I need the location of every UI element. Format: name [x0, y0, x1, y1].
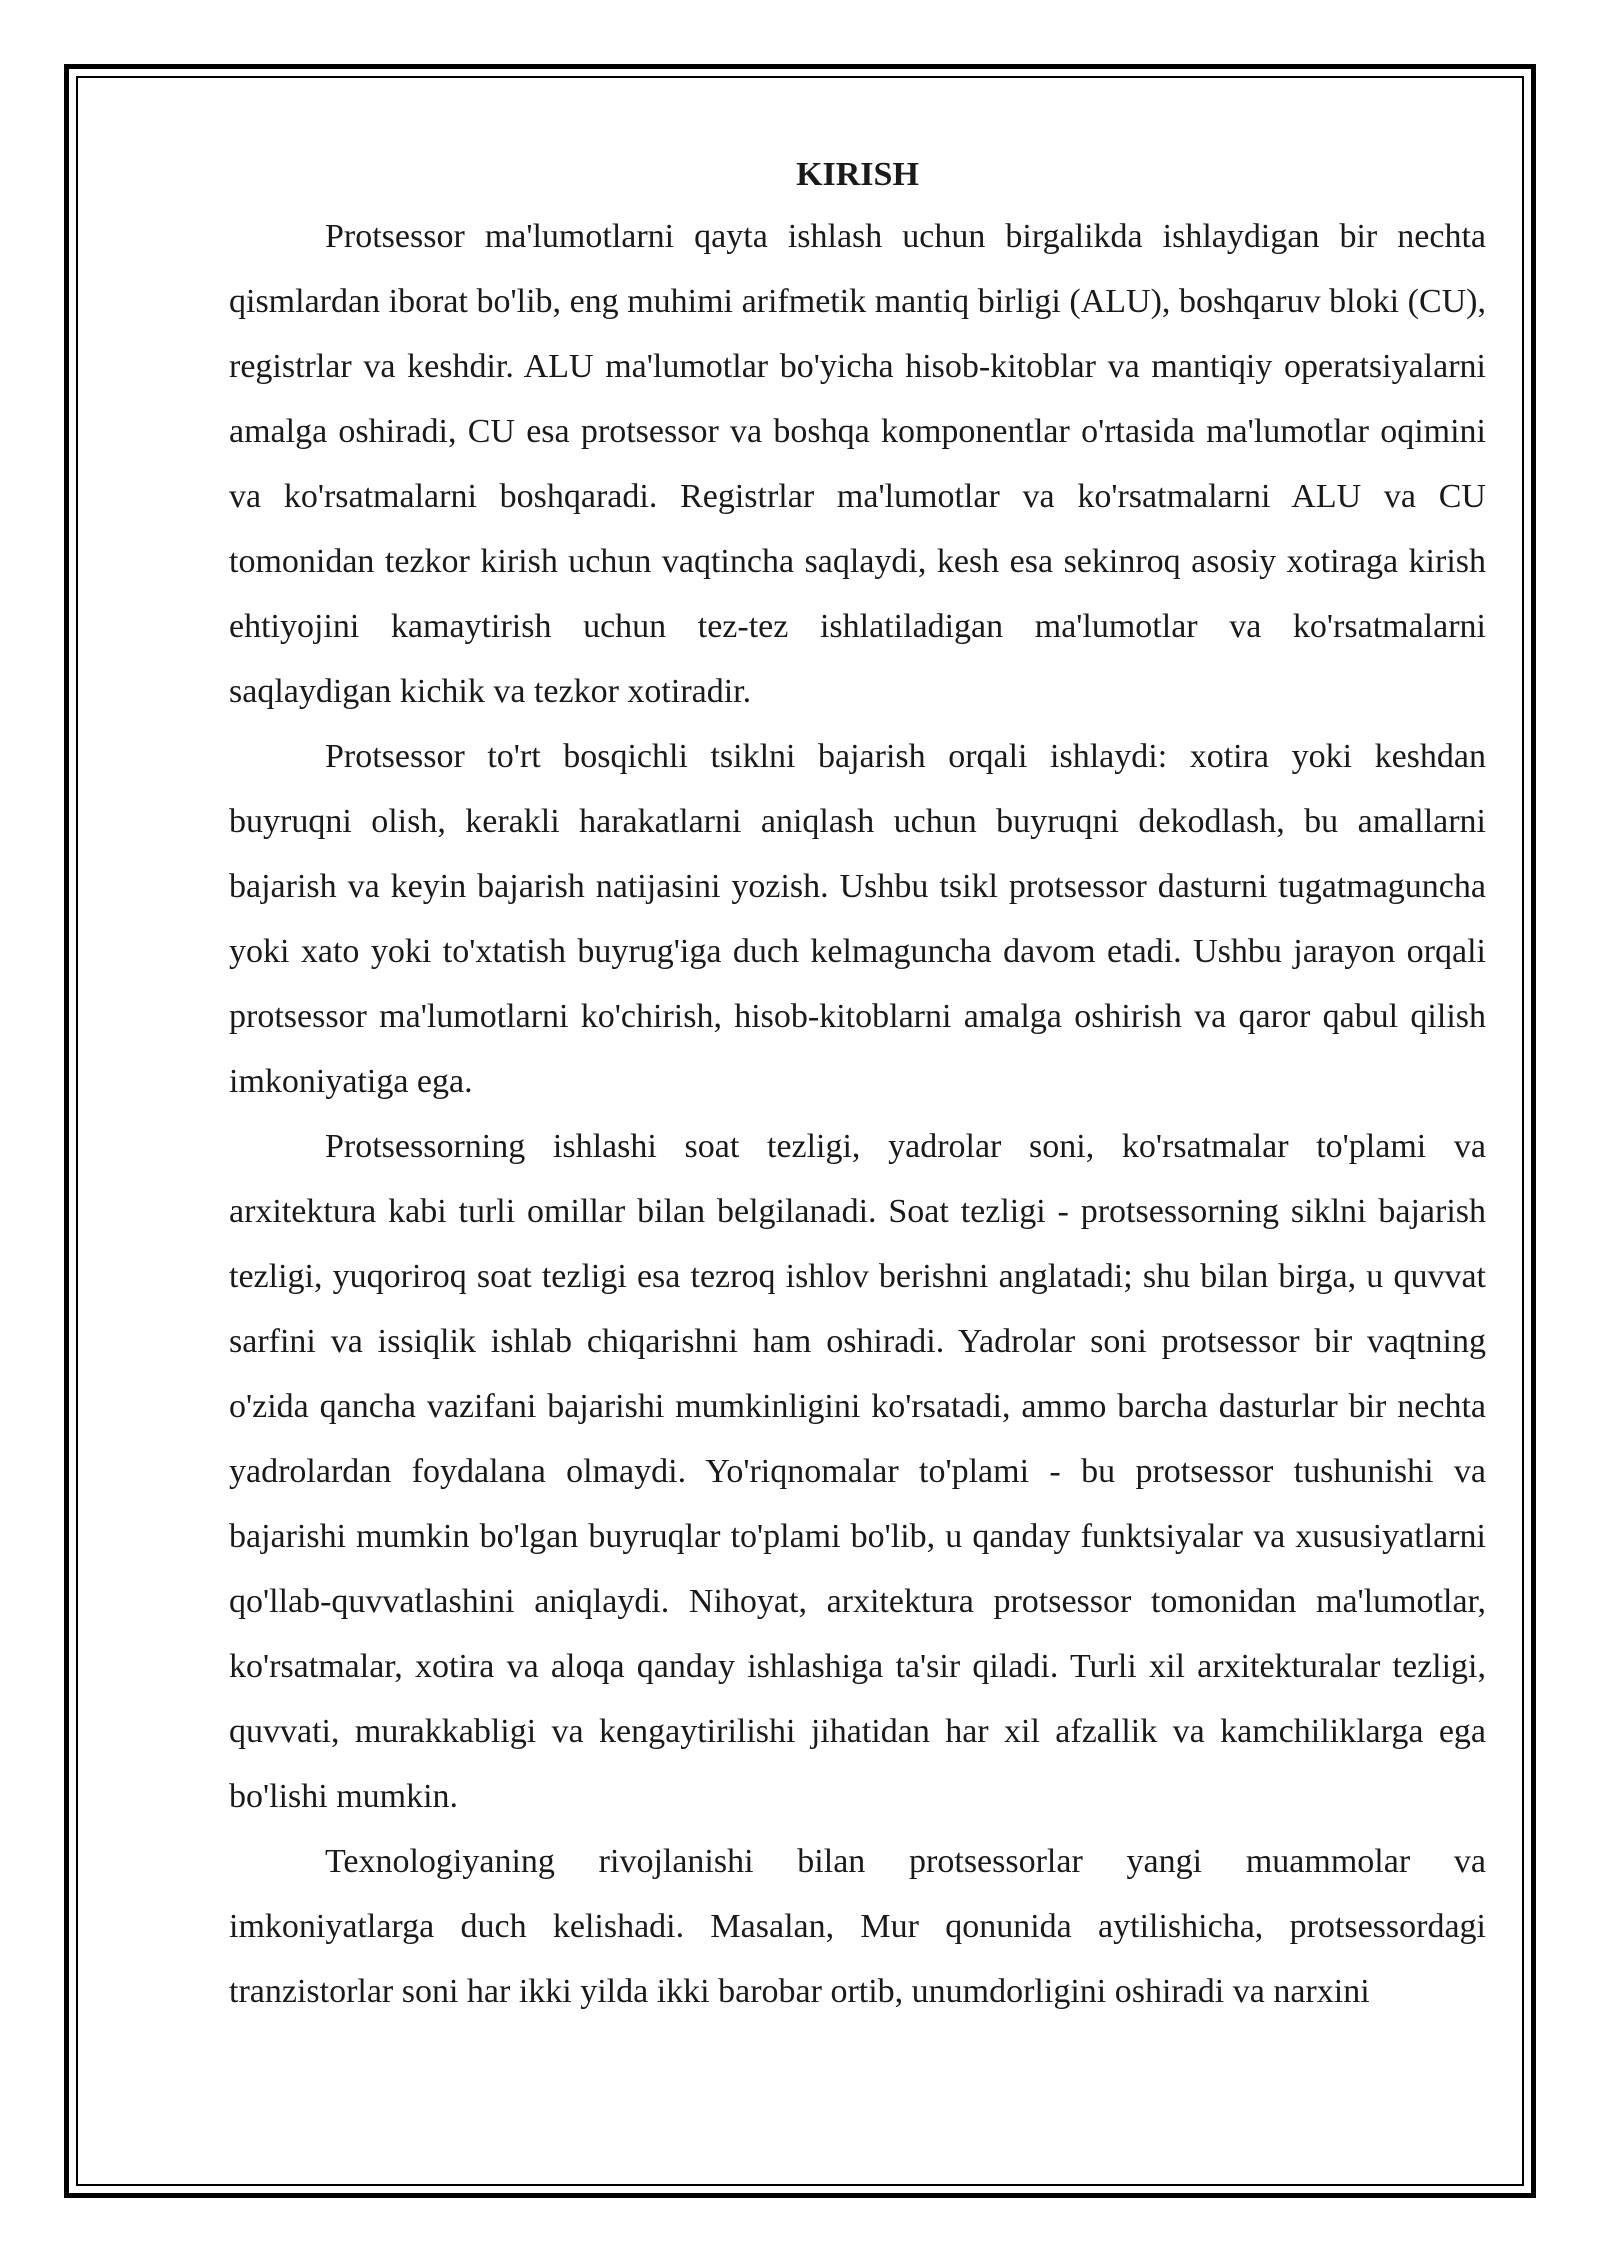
paragraph-2: Protsessor to'rt bosqichli tsiklni bajarish orqali ishlaydi: xotira yoki keshdan buyruqni olish, kerakli harakatlarni aniqlash uchun buyruqni dekodlash, bu amallarni bajarish va keyin bajarish natijasini yozish. Ushbu tsikl protsessor dasturni tugatmaguncha yoki xato yoki to'xtatish buyrug'iga duch kelmaguncha davom etadi. Ushbu jarayon orqali protsessor ma'lumotlarni ko'chirish, hisob-kitoblarni amalga oshirish va qaror qabul qilish imkoniyatiga ega.	[229, 738, 1486, 1100]
paragraph-4: Texnologiyaning rivojlanishi bilan protsessorlar yangi muammolar va imkoniyatlarga duch kelishadi. Masalan, Mur qonunida aytilishicha, protsessordagi tranzistorlar soni har ikki yilda ikki barobar ortib, unumdorligini oshiradi va narxini	[229, 1843, 1486, 2010]
paragraph-3: Protsessorning ishlashi soat tezligi, yadrolar soni, ko'rsatmalar to'plami va arxitektura kabi turli omillar bilan belgilanadi. Soat tezligi - protsessorning siklni bajarish tezligi, yuqoriroq soat tezligi esa tezroq ishlov berishni anglatadi; shu bilan birga, u quvvat sarfini va issiqlik ishlab chiqarishni ham oshiradi. Yadrolar soni protsessor bir vaqtning o'zida qancha vazifani bajarishi mumkinligini ko'rsatadi, ammo barcha dasturlar bir nechta yadrolardan foydalana olmaydi. Yo'riqnomalar to'plami - bu protsessor tushunishi va bajarishi mumkin bo'lgan buyruqlar to'plami bo'lib, u qanday funktsiyalar va xususiyatlarni qo'llab-quvvatlashini aniqlaydi. Nihoyat, arxitektura protsessor tomonidan ma'lumotlar, ko'rsatmalar, xotira va aloqa qanday ishlashiga ta'sir qiladi. Turli xil arxitekturalar tezligi, quvvati, murakkabligi va kengaytirilishi jihatidan har xil afzallik va kamchiliklarga ega bo'lishi mumkin.	[229, 1128, 1486, 1815]
document-body	[229, 150, 1486, 2024]
document-title: KIRISH	[796, 156, 919, 193]
paragraph-1: Protsessor ma'lumotlarni qayta ishlash uchun birgalikda ishlaydigan bir nechta qismlardan iborat bo'lib, eng muhimi arifmetik mantiq birligi (ALU), boshqaruv bloki (CU), registrlar va keshdir. ALU ma'lumotlar bo'yicha hisob-kitoblar va mantiqiy operatsiyalarni amalga oshiradi, CU esa protsessor va boshqa komponentlar o'rtasida ma'lumotlar oqimini va ko'rsatmalarni boshqaradi. Registrlar ma'lumotlar va ko'rsatmalarni ALU va CU tomonidan tezkor kirish uchun vaqtincha saqlaydi, kesh esa sekinroq asosiy xotiraga kirish ehtiyojini kamaytirish uchun tez-tez ishlatiladigan ma'lumotlar va ko'rsatmalarni saqlaydigan kichik va tezkor xotiradir.	[229, 218, 1486, 710]
